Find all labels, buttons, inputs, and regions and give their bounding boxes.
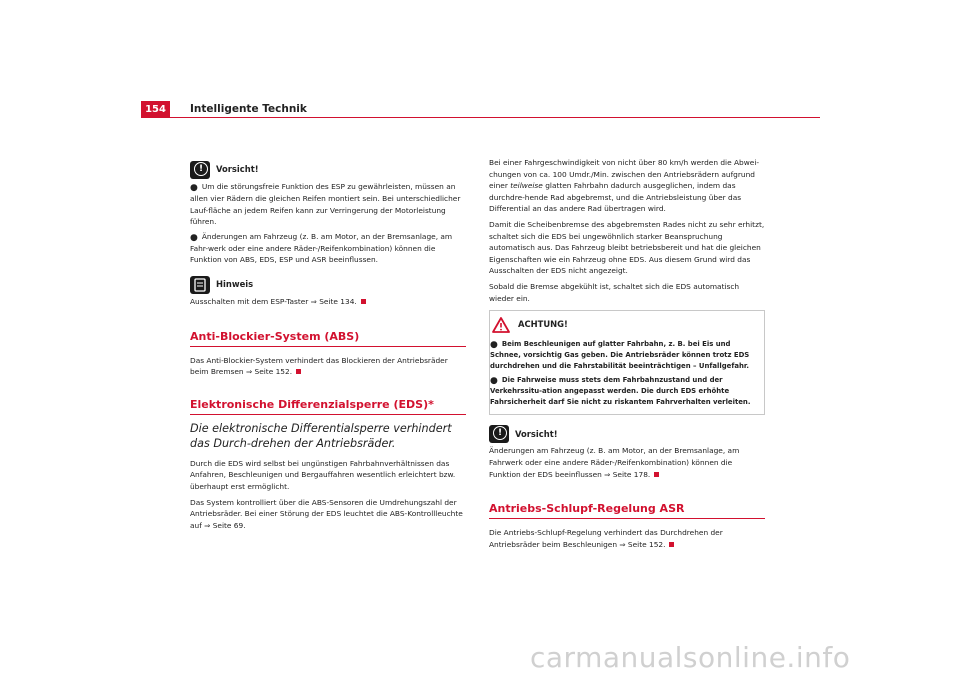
- end-mark: [654, 472, 659, 477]
- header-rule: [170, 117, 820, 118]
- end-mark: [296, 369, 301, 374]
- achtung-box: [489, 310, 765, 415]
- caution-triangle-icon: [492, 317, 510, 333]
- asr-heading: Antriebs-Schlupf-Regelung ASR: [489, 502, 685, 516]
- achtung-bullet: ● Beim Beschleunigen auf glatter Fahrbahn, z. B. bei Eis und Schnee, vorsichtig Gas geben. Die Antriebsräder können trotz EDS durchdrehen und die Fahrstabilität beeinträchtigen – Unfallgefahr.: [490, 340, 750, 370]
- eds-paragraph: Damit die Scheibenbremse des abgebremsten Rades nicht zu sehr erhitzt, schaltet sich die EDS bei ungewöhnlich starker Beanspruchung automatisch aus. Das Fahrzeug bleibt betriebsbereit und hat die gleichen Eigenschaften wie ein Fahrzeug ohne EDS. Aus diesem Grund wird das Ausschalten der EDS nicht angezeigt.: [489, 219, 765, 276]
- asr-text: Die Antriebs-Schlupf-Regelung verhindert das Durchdrehen der Antriebsräder beim Beschleunigen ⇒ Seite 152.: [489, 528, 723, 549]
- eds-paragraph: Sobald die Bremse abgekühlt ist, schaltet sich die EDS automatisch wieder ein.: [489, 281, 740, 303]
- eds-heading: Elektronische Differenzialsperre (EDS)*: [190, 397, 434, 411]
- eds-subtitle: Die elektronische Differentialsperre verhindert das Durch-drehen der Antriebsräder.: [190, 421, 452, 450]
- section-rule: [489, 518, 765, 519]
- eds-paragraph: Das System kontrolliert über die ABS-Sensoren die Umdrehungszahl der Antriebsräder. Bei einer Störung der EDS leuchtet die ABS-Kontrollleuchte auf ⇒ Seite 69.: [190, 497, 463, 530]
- watermark: carmanualsonline.info: [530, 641, 851, 674]
- warning-icon: !: [489, 425, 509, 443]
- section-rule: [190, 346, 466, 347]
- achtung-title: ACHTUNG!: [492, 317, 760, 333]
- hinweis-title: Hinweis: [190, 276, 466, 294]
- eds-paragraph: Bei einer Fahrgeschwindigkeit von nicht über 80 km/h werden die Abwei-chungen von ca. 100 Umdr./Min. zwischen den Antriebsrädern aufgrund einer teilweise glatten Fahrbahn dadurch ausgeglichen, indem das durchdre-hende Rad abgebremst, und die Antriebsleistung über das Differential an das andere Rad übertragen wird.: [489, 158, 760, 214]
- page-title: Intelligente Technik: [190, 103, 307, 115]
- section-rule: [190, 414, 466, 415]
- hinweis-text: Ausschalten mit dem ESP-Taster ⇒ Seite 134.: [190, 296, 466, 308]
- abs-heading: Anti-Blockier-System (ABS): [190, 329, 360, 343]
- vorsicht-bullet: ● Um die störungsfreie Funktion des ESP zu gewährleisten, müssen an allen vier Rädern die gleichen Reifen montiert sein. Bei unterschiedlicher Lauf-fläche an jedem Reifen kann zur Verringerung der Motorleistung führen.: [190, 182, 461, 227]
- right-column: [489, 157, 765, 554]
- vorsicht-title: ! Vorsicht!: [190, 161, 466, 179]
- vorsicht-bullet: ● Änderungen am Fahrzeug (z. B. am Motor, an der Bremsanlage, am Fahr-werk oder eine andere Räder-/Reifenkombination) können die Funktion von ABS, EDS, ESP und ASR beeinflussen.: [190, 231, 453, 265]
- vorsicht-text: Änderungen am Fahrzeug (z. B. am Motor, an der Bremsanlage, am Fahrwerk oder eine andere Räder-/Reifenkombination) können die Funktion der EDS beeinflussen ⇒ Seite 178.: [489, 446, 740, 479]
- eds-paragraph: Durch die EDS wird selbst bei ungünstigen Fahrbahnverhältnissen das Anfahren, Beschleunigen und Bergauffahren wesentlich erleichtert bzw. überhaupt erst ermöglicht.: [190, 458, 456, 491]
- warning-icon: !: [190, 161, 210, 179]
- left-column: [190, 161, 466, 535]
- end-mark: [361, 299, 366, 304]
- vorsicht-title: ! Vorsicht!: [489, 425, 765, 443]
- page-number: 154: [141, 101, 170, 118]
- end-mark: [669, 542, 674, 547]
- abs-text: Das Anti-Blockier-System verhindert das Blockieren der Antriebsräder beim Bremsen ⇒ Seite 152.: [190, 355, 448, 377]
- achtung-bullet: ● Die Fahrweise muss stets dem Fahrbahnzustand und der Verkehrssitu-ation angepasst werden. Die durch EDS erhöhte Fahrsicherheit darf Sie nicht zu riskantem Fahrverhalten verleiten.: [490, 375, 751, 406]
- note-icon: [190, 276, 210, 294]
